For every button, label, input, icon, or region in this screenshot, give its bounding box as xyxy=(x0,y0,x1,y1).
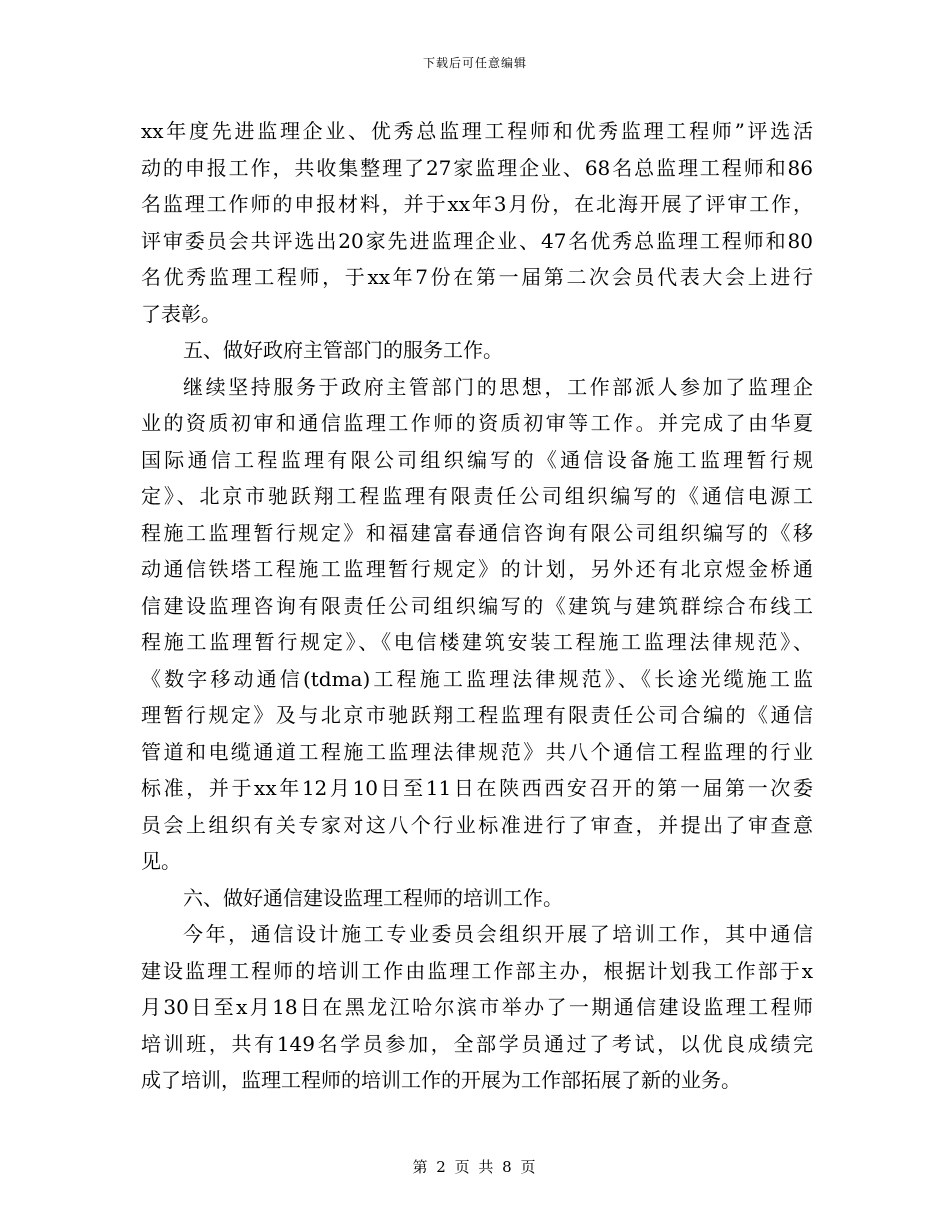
text-line: 继续坚持服务于政府主管部门的思想，工作部派人参加了监理企 xyxy=(183,374,813,399)
text-line: 《数字移动通信(tdma)工程施工监理法律规范》、《长途光缆施工监 xyxy=(141,666,813,691)
text-line: 国际通信工程监理有限公司组织编写的《通信设备施工监理暂行规 xyxy=(141,447,813,472)
section-heading: 六、做好通信建设监理工程师的培训工作。 xyxy=(183,885,563,910)
page-footer: 第 2 页 共 8 页 xyxy=(412,1158,538,1176)
text-line: 管道和电缆通道工程施工监理法律规范》共八个通信工程监理的行业 xyxy=(141,739,813,764)
text-line: 理暂行规定》及与北京市驰跃翔工程监理有限责任公司合编的《通信 xyxy=(141,703,813,727)
text-line: 名监理工作师的申报材料，并于xx年3月份，在北海开展了评审工作， xyxy=(141,192,813,216)
text-line: 程施工监理暂行规定》和福建富春通信咨询有限公司组织编写的《移 xyxy=(141,520,813,545)
text-line: xx年度先进监理企业、优秀总监理工程师和优秀监理工程师”评选活 xyxy=(141,119,813,143)
text-line: 建设监理工程师的培训工作由监理工作部主办，根据计划我工作部于x xyxy=(141,958,813,983)
text-line: 名优秀监理工程师，于xx年7份在第一届第二次会员代表大会上进行 xyxy=(141,265,813,289)
text-line: 成了培训，监理工程师的培训工作的开展为工作部拓展了新的业务。 xyxy=(141,1068,741,1092)
text-line: 培训班，共有149名学员参加，全部学员通过了考试，以优良成绩完 xyxy=(141,1031,813,1056)
page-header: 下载后可任意编辑 xyxy=(422,56,527,70)
text-line: 今年，通信设计施工专业委员会组织开展了培训工作，其中通信 xyxy=(183,922,813,946)
text-line: 评审委员会共评选出20家先进监理企业、47名优秀总监理工程师和80 xyxy=(141,228,813,253)
text-line: 动的申报工作，共收集整理了27家监理企业、68名总监理工程师和86 xyxy=(141,155,813,180)
text-line: 标准，并于xx年12月10日至11日在陕西西安召开的第一届第一次委 xyxy=(141,776,813,800)
text-line: 业的资质初审和通信监理工作师的资质初审等工作。并完成了由华夏 xyxy=(141,411,813,435)
text-line: 动通信铁塔工程施工监理暂行规定》的计划，另外还有北京煜金桥通 xyxy=(141,557,813,581)
text-line: 定》、北京市驰跃翔工程监理有限责任公司组织编写的《通信电源工 xyxy=(141,484,813,508)
text-line: 程施工监理暂行规定》、《电信楼建筑安装工程施工监理法律规范》、 xyxy=(141,630,813,654)
text-line: 信建设监理咨询有限责任公司组织编写的《建筑与建筑群综合布线工 xyxy=(141,593,813,618)
text-line: 见。 xyxy=(141,849,181,873)
text-line: 了表彰。 xyxy=(141,301,221,326)
text-line: 员会上组织有关专家对这八个行业标准进行了审查，并提出了审查意 xyxy=(141,812,813,837)
document-body xyxy=(141,113,813,1099)
text-line: 月30日至x月18日在黑龙江哈尔滨市举办了一期通信建设监理工程师 xyxy=(141,995,813,1019)
section-heading: 五、做好政府主管部门的服务工作。 xyxy=(183,338,503,362)
